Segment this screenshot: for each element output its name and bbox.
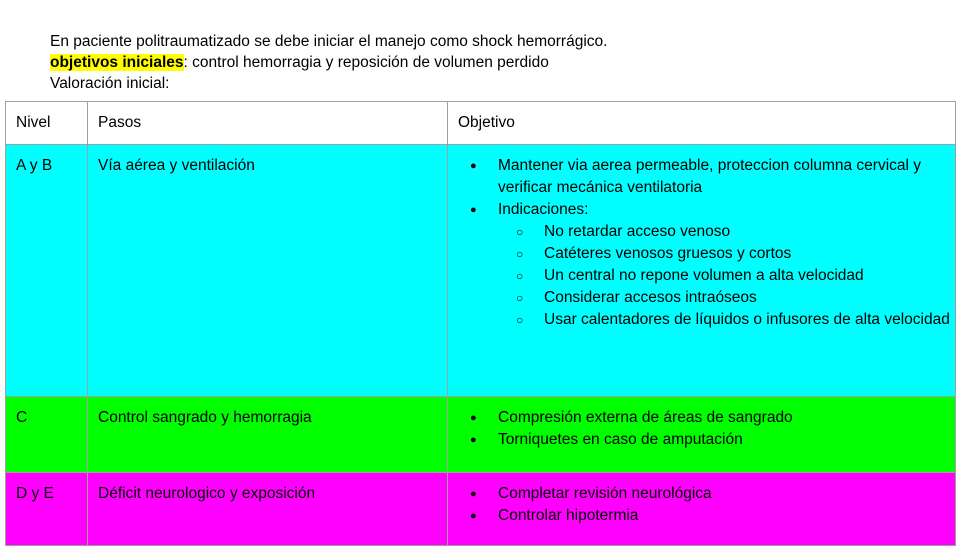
- sub-list-item: ○ Considerar accesos intraóseos: [458, 287, 955, 309]
- table-header-row: [6, 102, 956, 145]
- table-row: [6, 473, 956, 546]
- intro-text: [50, 31, 607, 94]
- assessment-table: [5, 101, 956, 546]
- intro-line-1: En paciente politraumatizado se debe iniciar el manejo como shock hemorrágico.: [50, 33, 608, 50]
- objectives-highlight: objetivos iniciales: [50, 54, 184, 71]
- sub-list-item: ○ Usar calentadores de líquidos o infusores de alta velocidad: [458, 309, 955, 331]
- header-objetivo: Objetivo: [448, 102, 956, 145]
- list-item: ● Compresión externa de áreas de sangrado: [458, 407, 955, 429]
- table-row: [6, 145, 956, 397]
- pasos-cell: Déficit neurologico y exposición: [88, 473, 448, 546]
- header-pasos: Pasos: [88, 102, 448, 145]
- nivel-cell: C: [6, 397, 88, 473]
- list-item: ● Completar revisión neurológica: [458, 483, 955, 505]
- pasos-cell: Vía aérea y ventilación: [88, 145, 448, 397]
- list-item: ● Indicaciones:: [458, 199, 955, 221]
- intro-line-2: [50, 52, 607, 73]
- sub-list-item: ○ Un central no repone volumen a alta velocidad: [458, 265, 955, 287]
- list-item: ● Torniquetes en caso de amputación: [458, 429, 955, 451]
- nivel-cell: A y B: [6, 145, 88, 397]
- sub-list-item: ○ Catéteres venosos gruesos y cortos: [458, 243, 955, 265]
- sub-list-item: ○ No retardar acceso venoso: [458, 221, 955, 243]
- objetivo-cell: [448, 397, 956, 473]
- list-item: ● Mantener via aerea permeable, proteccion columna cervical y verificar mecánica ventilatoria: [458, 155, 955, 199]
- objetivo-cell: [448, 145, 956, 397]
- objectives-text: : control hemorragia y reposición de volumen perdido: [183, 54, 549, 71]
- intro-line-3: Valoración inicial:: [50, 75, 170, 92]
- header-nivel: Nivel: [6, 102, 88, 145]
- objetivo-cell: [448, 473, 956, 546]
- table-row: [6, 397, 956, 473]
- nivel-cell: D y E: [6, 473, 88, 546]
- list-item: ● Controlar hipotermia: [458, 505, 955, 527]
- pasos-cell: Control sangrado y hemorragia: [88, 397, 448, 473]
